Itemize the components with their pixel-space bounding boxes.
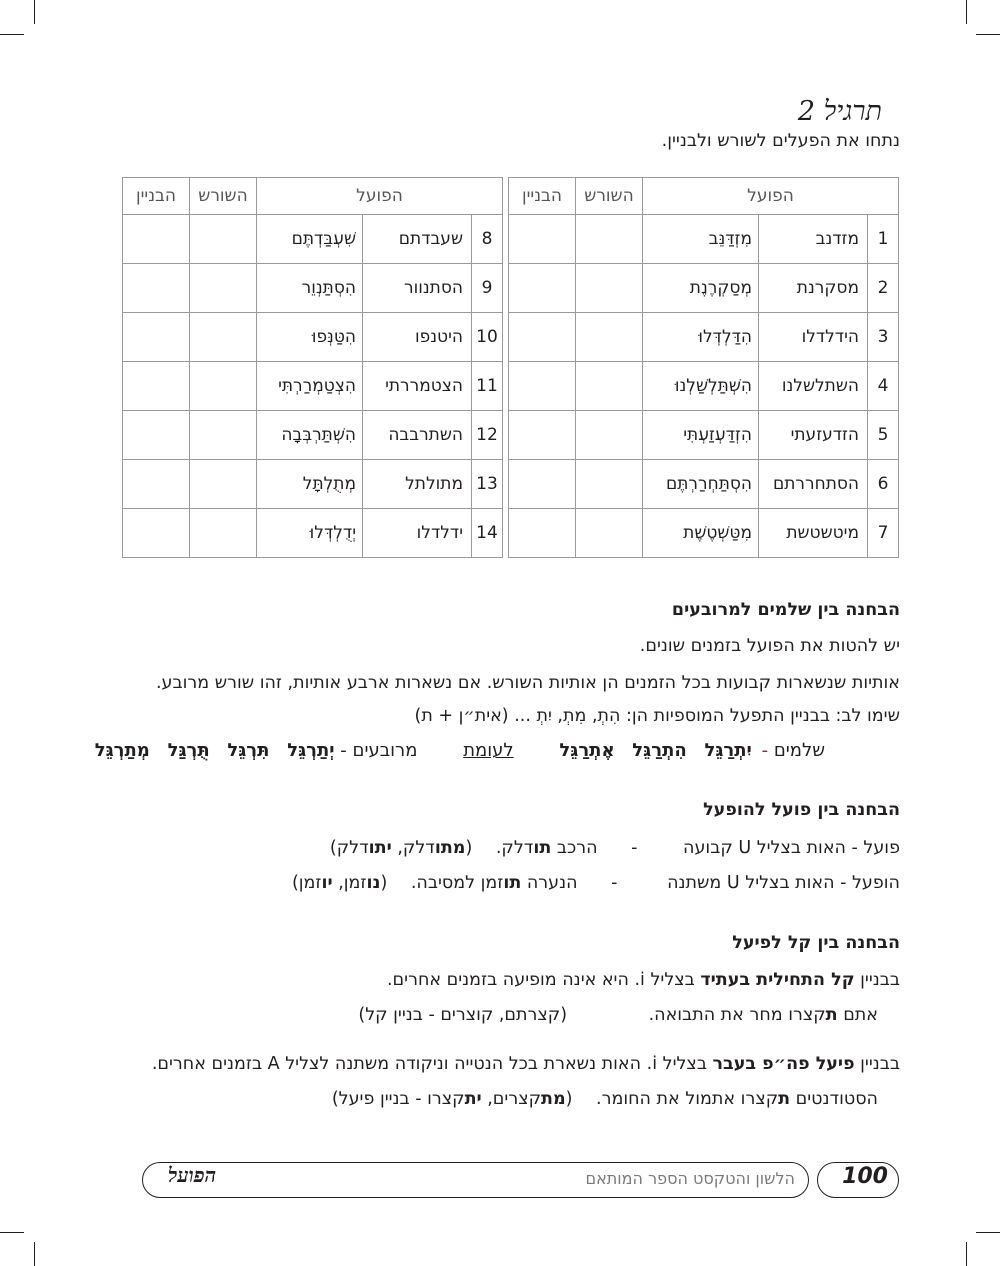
verb-vocalized: הִצְטַמְרַרְתִּי bbox=[257, 362, 363, 411]
table-row bbox=[123, 362, 503, 411]
table-row bbox=[123, 411, 503, 460]
highlight: תו bbox=[503, 873, 522, 893]
root-answer-cell[interactable] bbox=[190, 264, 257, 313]
binyan-answer-cell[interactable] bbox=[123, 509, 190, 558]
text: זמן) bbox=[291, 873, 322, 893]
binyan-answer-cell[interactable] bbox=[123, 362, 190, 411]
row-number: 9 bbox=[472, 264, 503, 313]
row-number: 12 bbox=[472, 411, 503, 460]
crop-mark bbox=[0, 34, 24, 35]
example-sentence bbox=[496, 838, 598, 858]
row-number: 6 bbox=[868, 460, 899, 509]
example-sentence bbox=[411, 873, 578, 893]
row-number: 8 bbox=[472, 215, 503, 264]
verb-vocalized: הִטַּנְּפוּ bbox=[257, 313, 363, 362]
root-answer-cell[interactable] bbox=[190, 215, 257, 264]
text: זמן למסיבה. bbox=[410, 873, 504, 893]
root-answer-cell[interactable] bbox=[190, 509, 257, 558]
rule-text: הופעל - האות בצליל U משתנה bbox=[667, 873, 900, 893]
example-note: (קצרתם, קוצרים - בניין קל) bbox=[358, 1005, 568, 1025]
row-number: 13 bbox=[472, 460, 503, 509]
verb-vocalized: הִזְדַּעְזַעְתִּי bbox=[643, 411, 759, 460]
highlight: יו bbox=[321, 873, 333, 893]
crop-mark bbox=[976, 34, 1000, 35]
example-forms bbox=[330, 838, 472, 858]
text: בצליל i. היא אינה מופיעה בזמנים אחרים. bbox=[386, 970, 701, 990]
table-row bbox=[509, 460, 899, 509]
binyan-answer-cell[interactable] bbox=[509, 509, 576, 558]
verb-plain: מזדנב bbox=[759, 215, 868, 264]
verb-plain: הידלדלו bbox=[759, 313, 868, 362]
text: אתם bbox=[837, 1005, 878, 1025]
meruba-form: מְתַרְגֵּל bbox=[94, 740, 150, 761]
verb-vocalized: יְדֻלְדְּלוּ bbox=[257, 509, 363, 558]
crop-mark bbox=[976, 1232, 1000, 1233]
root-answer-cell[interactable] bbox=[190, 411, 257, 460]
row-number: 2 bbox=[868, 264, 899, 313]
section-heading-poal-hufal: הבחנה בין פועל להופעל bbox=[703, 800, 900, 820]
highlight: פיעל פה״פ בעבר bbox=[712, 1054, 855, 1074]
root-answer-cell[interactable] bbox=[576, 215, 643, 264]
chapter-title: הפועל bbox=[168, 1163, 217, 1187]
header-binyan: הבניין bbox=[123, 178, 190, 215]
verb-plain: ידלדלו bbox=[363, 509, 472, 558]
rule-row bbox=[330, 838, 900, 858]
highlight: ת bbox=[825, 1005, 838, 1025]
exercise-title: תרגיל 2 bbox=[797, 96, 882, 127]
highlight: יתו bbox=[368, 838, 392, 858]
table-row bbox=[509, 264, 899, 313]
table-row bbox=[509, 215, 899, 264]
paragraph-line: שימו לב: בבניין התפעל המוספיות הן: הִתְ, מִתְ, יִתְ ... (אית״ן + ת) bbox=[414, 706, 900, 726]
example-line-shlemim bbox=[95, 740, 825, 761]
root-answer-cell[interactable] bbox=[576, 460, 643, 509]
header-root: השורש bbox=[576, 178, 643, 215]
label-meruba: מרובעים - bbox=[340, 740, 418, 761]
binyan-answer-cell[interactable] bbox=[509, 460, 576, 509]
header-binyan: הבניין bbox=[509, 178, 576, 215]
verb-vocalized: הִשְׁתַּרְבְּבָה bbox=[257, 411, 363, 460]
verb-vocalized: הִסְתַּחְרַרְתֶּם bbox=[643, 460, 759, 509]
text: ( bbox=[565, 1089, 573, 1109]
row-number: 7 bbox=[868, 509, 899, 558]
verb-vocalized: מִטַּשְׁטֶשֶׁת bbox=[643, 509, 759, 558]
root-answer-cell[interactable] bbox=[190, 460, 257, 509]
contrast-word: לעומת bbox=[463, 740, 514, 761]
exercise-instruction: נתחו את הפעלים לשורש ולבניין. bbox=[661, 131, 900, 151]
highlight: תו bbox=[533, 838, 552, 858]
example-forms bbox=[292, 873, 387, 893]
text: הנערה bbox=[521, 873, 578, 893]
example-piel bbox=[332, 1089, 878, 1109]
highlight: קל התחילית בעתיד bbox=[700, 970, 855, 990]
verb-vocalized: מִזְדַּנֵּב bbox=[643, 215, 759, 264]
text: בבניין bbox=[854, 1054, 900, 1074]
example-kal bbox=[358, 1005, 878, 1025]
shlemim-form: יִתְרַגֵּל bbox=[704, 740, 752, 761]
text: ( bbox=[380, 873, 388, 893]
dash: - bbox=[761, 740, 769, 761]
highlight: מת bbox=[541, 1089, 566, 1109]
table-row bbox=[509, 362, 899, 411]
row-number: 5 bbox=[868, 411, 899, 460]
text: בצליל i. האות נשארת בכל הנטייה וניקודה משתנה לצליל A בזמנים אחרים. bbox=[151, 1054, 713, 1074]
binyan-answer-cell[interactable] bbox=[123, 264, 190, 313]
text: דלק) bbox=[329, 838, 369, 858]
binyan-answer-cell[interactable] bbox=[123, 460, 190, 509]
binyan-answer-cell[interactable] bbox=[509, 411, 576, 460]
verb-plain: מתולתל bbox=[363, 460, 472, 509]
verb-plain: הזדעזעתי bbox=[759, 411, 868, 460]
page-number: 100 bbox=[842, 1164, 888, 1189]
shlemim-form: אֶתְרַגֵּל bbox=[559, 740, 615, 761]
text: דלק, bbox=[391, 838, 435, 858]
binyan-answer-cell[interactable] bbox=[123, 411, 190, 460]
verb-plain: מסקרנת bbox=[759, 264, 868, 313]
text: בבניין bbox=[854, 970, 900, 990]
verb-plain: הסתנוור bbox=[363, 264, 472, 313]
rule-row bbox=[292, 873, 900, 893]
binyan-answer-cell[interactable] bbox=[509, 313, 576, 362]
table-row bbox=[123, 313, 503, 362]
rule-text: פועל - האות בצליל U קבועה bbox=[683, 838, 900, 858]
table-row bbox=[123, 460, 503, 509]
root-answer-cell[interactable] bbox=[190, 313, 257, 362]
header-root: השורש bbox=[190, 178, 257, 215]
root-answer-cell[interactable] bbox=[576, 362, 643, 411]
meruba-form: תֻּרְגַּל bbox=[167, 740, 210, 761]
highlight: נו bbox=[366, 873, 381, 893]
binyan-answer-cell[interactable] bbox=[123, 215, 190, 264]
table-row bbox=[123, 264, 503, 313]
text: קצרו - בניין פיעל) bbox=[331, 1089, 465, 1109]
root-answer-cell[interactable] bbox=[576, 313, 643, 362]
dash: - bbox=[611, 873, 618, 893]
header-verb: הפועל bbox=[257, 178, 503, 215]
text: הסטודנטים bbox=[790, 1089, 878, 1109]
crop-mark bbox=[34, 1242, 35, 1266]
verb-plain: הסתחררתם bbox=[759, 460, 868, 509]
row-number: 10 bbox=[472, 313, 503, 362]
row-number: 3 bbox=[868, 313, 899, 362]
label-shlemim: שלמים bbox=[773, 740, 825, 761]
verb-vocalized: מְתֻלְתָּל bbox=[257, 460, 363, 509]
verb-plain: היטנפו bbox=[363, 313, 472, 362]
text: דלק. bbox=[495, 838, 534, 858]
paragraph-line: אותיות שנשארות קבועות בכל הזמנים הן אותיות השורש. אם נשארות ארבע אותיות, זהו שורש מרובע. bbox=[155, 673, 900, 693]
text: ( bbox=[465, 838, 473, 858]
text: קצרו אתמול את החומר. bbox=[596, 1089, 779, 1109]
example-note bbox=[332, 1089, 573, 1109]
highlight: מתו bbox=[434, 838, 466, 858]
binyan-answer-cell[interactable] bbox=[509, 264, 576, 313]
verb-plain: השתלשלנו bbox=[759, 362, 868, 411]
paragraph-kal bbox=[387, 970, 900, 990]
crop-mark bbox=[966, 1242, 967, 1266]
example-sentence bbox=[596, 1089, 878, 1109]
table-row bbox=[509, 411, 899, 460]
verb-vocalized: שִׁעְבַּדְתֶּם bbox=[257, 215, 363, 264]
root-answer-cell[interactable] bbox=[576, 509, 643, 558]
verb-plain: שעבדתם bbox=[363, 215, 472, 264]
row-number: 14 bbox=[472, 509, 503, 558]
meruba-form: יְתַרְגֵּל bbox=[287, 740, 335, 761]
table-row bbox=[123, 215, 503, 264]
dash: - bbox=[631, 838, 638, 858]
crop-mark bbox=[0, 1232, 24, 1233]
text: זמן, bbox=[332, 873, 367, 893]
highlight: ת bbox=[778, 1089, 791, 1109]
root-answer-cell[interactable] bbox=[190, 362, 257, 411]
example-sentence bbox=[649, 1005, 878, 1025]
verbs-table-right bbox=[508, 177, 899, 558]
meruba-form: תִּרְגֵּל bbox=[227, 740, 270, 761]
highlight: ית bbox=[464, 1089, 482, 1109]
row-number: 1 bbox=[868, 215, 899, 264]
row-number: 4 bbox=[868, 362, 899, 411]
binyan-answer-cell[interactable] bbox=[123, 313, 190, 362]
root-answer-cell[interactable] bbox=[576, 411, 643, 460]
paragraph-line: יש להטות את הפועל בזמנים שונים. bbox=[639, 636, 900, 656]
table-row bbox=[123, 509, 503, 558]
shlemim-form: הִתְרַגֵּל bbox=[632, 740, 687, 761]
table-row bbox=[509, 313, 899, 362]
verb-vocalized: הִשְׁתַּלְשַׁלְנוּ bbox=[643, 362, 759, 411]
text: הרכב bbox=[551, 838, 598, 858]
section-heading-kal-piel: הבחנה בין קל לפיעל bbox=[732, 933, 900, 953]
table-row bbox=[509, 509, 899, 558]
verb-vocalized: מְסַקְרֶנֶת bbox=[643, 264, 759, 313]
verb-vocalized: הִדַּלְדְּלוּ bbox=[643, 313, 759, 362]
paragraph-piel bbox=[152, 1054, 900, 1074]
verb-plain: מיטשטשת bbox=[759, 509, 868, 558]
binyan-answer-cell[interactable] bbox=[509, 215, 576, 264]
verb-plain: הצטמררתי bbox=[363, 362, 472, 411]
text: קצרים, bbox=[481, 1089, 541, 1109]
verbs-table-left bbox=[122, 177, 503, 558]
crop-mark bbox=[34, 0, 35, 24]
binyan-answer-cell[interactable] bbox=[509, 362, 576, 411]
crop-mark bbox=[966, 0, 967, 24]
book-title: הלשון והטקסט הספר המותאם bbox=[585, 1169, 795, 1188]
row-number: 11 bbox=[472, 362, 503, 411]
verb-plain: השתרבבה bbox=[363, 411, 472, 460]
text: קצרו מחר את התבואה. bbox=[648, 1005, 826, 1025]
section-heading-shlemim: הבחנה בין שלמים למרובעים bbox=[671, 600, 900, 620]
header-verb: הפועל bbox=[643, 178, 899, 215]
root-answer-cell[interactable] bbox=[576, 264, 643, 313]
verb-vocalized: הִסְתַּנְוֵר bbox=[257, 264, 363, 313]
